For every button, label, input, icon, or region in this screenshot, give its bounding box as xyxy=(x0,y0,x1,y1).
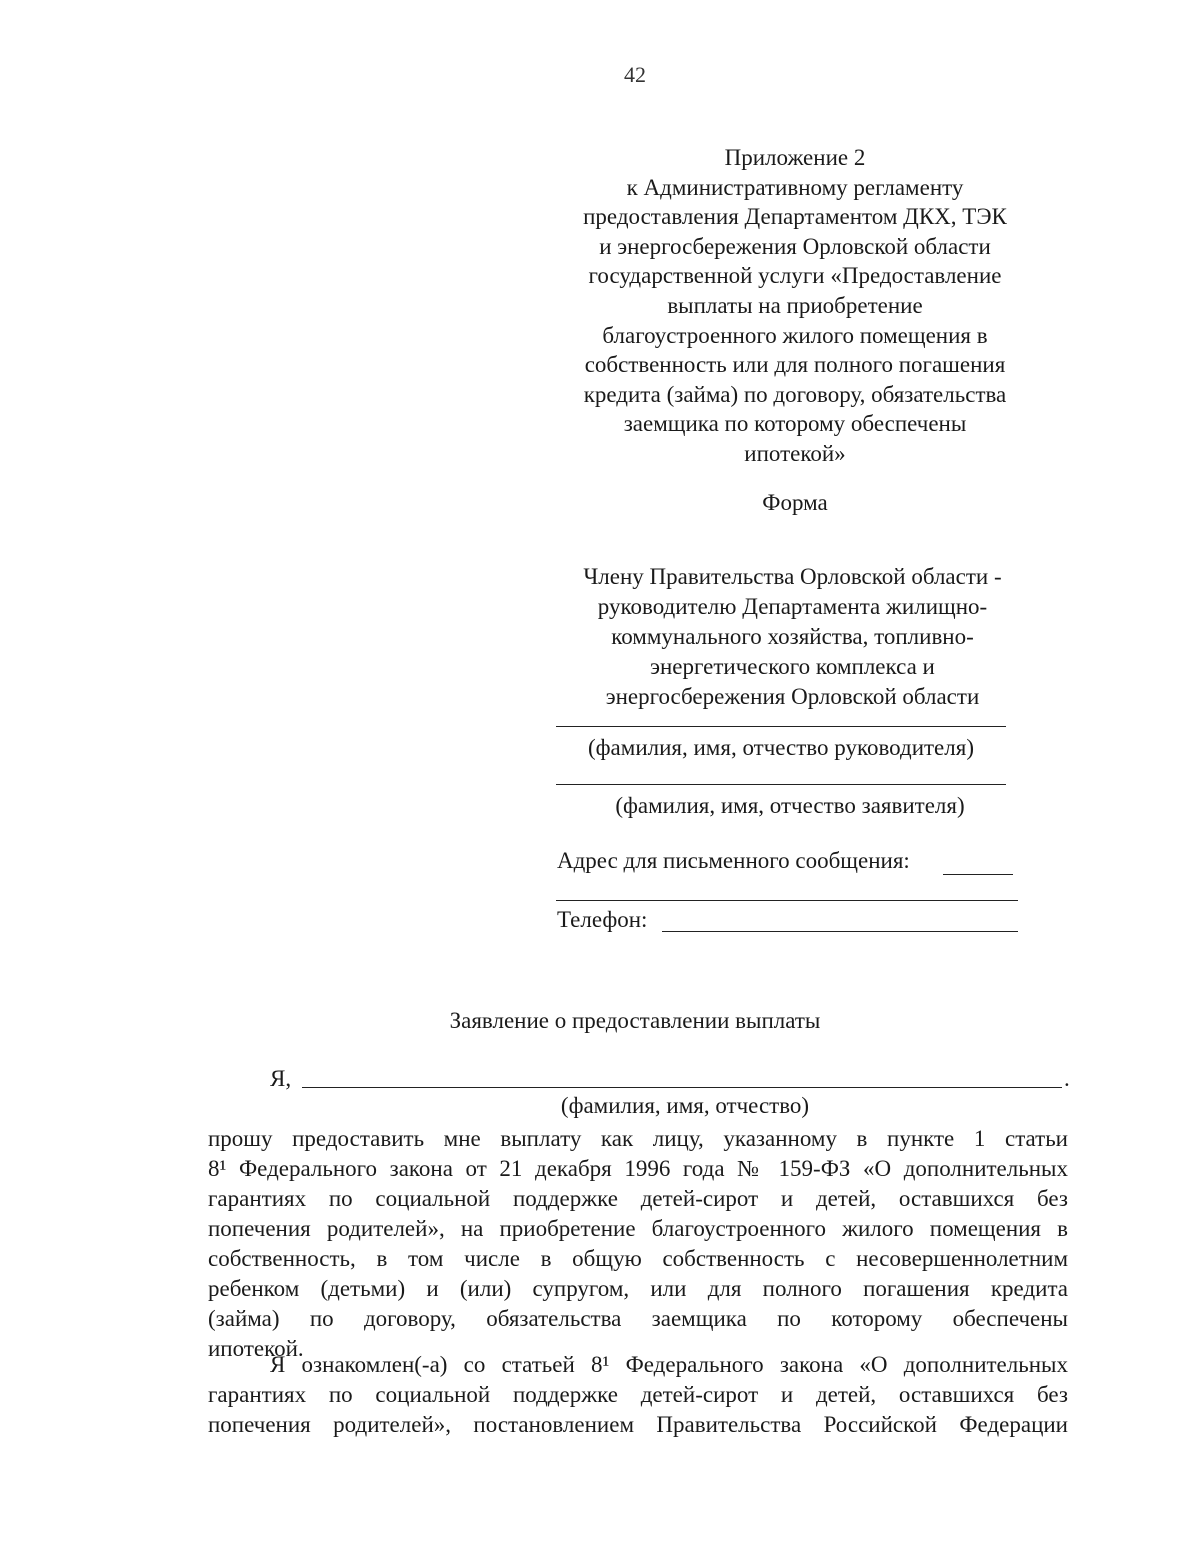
address-line-1[interactable] xyxy=(943,874,1013,875)
applicant-fio-line[interactable] xyxy=(302,1087,1062,1088)
appendix-line: ипотекой» xyxy=(744,440,846,466)
appendix-line: к Административному регламенту xyxy=(626,174,964,200)
appendix-line: предоставления Департаментом ДКХ, ТЭК xyxy=(583,204,1007,230)
appendix-line: государственной услуги «Предоставление xyxy=(588,263,1002,289)
acknowledgement-paragraph xyxy=(208,1350,1068,1440)
address-label: Адрес для письменного сообщения: xyxy=(557,848,910,873)
addressee-line: коммунального хозяйства, топливно- xyxy=(611,624,974,649)
paragraph-line: 8¹ Федерального закона от 21 декабря 1996 года № 159-ФЗ «О дополнительных xyxy=(208,1156,1068,1181)
addressee-line: Члену Правительства Орловской области - xyxy=(583,564,1002,589)
applicant-prefix: Я, xyxy=(270,1066,292,1091)
page-number: 42 xyxy=(624,62,646,87)
appendix-line: кредита (займа) по договору, обязательства xyxy=(583,381,1007,407)
paragraph-line: прошу предоставить мне выплату как лицу, указанному в пункте 1 статьи xyxy=(208,1126,1068,1151)
appendix-line: и энергосбережения Орловской области xyxy=(599,233,991,259)
appendix-line: Приложение 2 xyxy=(724,145,866,170)
paragraph-line: собственность, в том числе в общую собственность с несовершеннолетним xyxy=(208,1246,1068,1271)
paragraph-line: (займа) по договору, обязательства заемщика по которому обеспечены xyxy=(208,1306,1068,1331)
paragraph-line: Я ознакомлен(-а) со статьей 8¹ Федерального закона «О дополнительных xyxy=(270,1352,1068,1377)
appendix-line: выплаты на приобретение xyxy=(667,292,923,318)
appendix-line: заемщика по которому обеспечены xyxy=(623,411,967,437)
head-name-line[interactable] xyxy=(556,726,1006,727)
paragraph-line: гарантиях по социальной поддержке детей-сирот и детей, оставшихся без xyxy=(208,1382,1068,1407)
paragraph-line: гарантиях по социальной поддержке детей-сирот и детей, оставшихся без xyxy=(208,1186,1068,1211)
paragraph-line: ребенком (детьми) и (или) супругом, или для полного погашения кредита xyxy=(208,1276,1068,1301)
appendix-line: собственность или для полного погашения xyxy=(584,352,1006,378)
applicant-fio-caption: (фамилия, имя, отчество) xyxy=(560,1093,810,1118)
addressee-line: руководителю Департамента жилищно- xyxy=(597,594,988,619)
form-label: Форма xyxy=(762,490,828,515)
appendix-line: благоустроенного жилого помещения в xyxy=(602,322,988,348)
applicant-name-line[interactable] xyxy=(556,784,1006,785)
request-paragraph xyxy=(208,1124,1068,1364)
appendix-header xyxy=(560,143,1030,469)
phone-label: Телефон: xyxy=(557,907,648,932)
applicant-suffix: . xyxy=(1064,1066,1070,1091)
paragraph-line: попечения родителей», постановлением Правительства Российской Федерации xyxy=(208,1412,1068,1437)
paragraph-line: попечения родителей», на приобретение благоустроенного жилого помещения в xyxy=(208,1216,1068,1241)
addressee-line: энергетического комплекса и xyxy=(650,654,935,679)
head-name-caption: (фамилия, имя, отчество руководителя) xyxy=(588,735,974,760)
paragraph-line: ипотекой. xyxy=(208,1336,304,1361)
addressee-block xyxy=(555,562,1030,712)
phone-line[interactable] xyxy=(662,931,1018,932)
address-line-2[interactable] xyxy=(556,900,1018,901)
addressee-line: энергосбережения Орловской области xyxy=(605,684,980,709)
applicant-name-caption: (фамилия, имя, отчество заявителя) xyxy=(615,793,965,818)
document-title: Заявление о предоставлении выплаты xyxy=(449,1008,821,1033)
